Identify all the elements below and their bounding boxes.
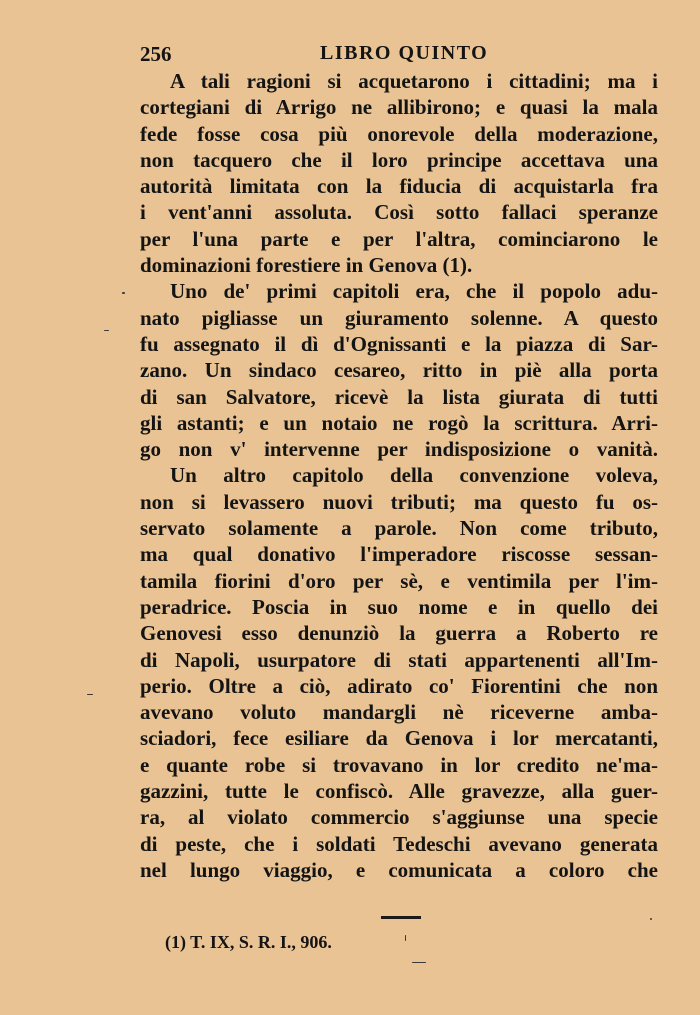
text-line: nel lungo viaggio, e comunicata a coloro che — [140, 857, 658, 882]
text-line: cortegiani di Arrigo ne allibirono; e quasi la mala — [140, 95, 658, 120]
text-line: ra, al violato commercio s'aggiunse una specie — [140, 805, 658, 830]
text-line: peradrice. Poscia in suo nome e in quello dei — [140, 594, 658, 619]
margin-speck — [122, 292, 125, 294]
running-head — [140, 42, 660, 68]
text-line: gli astanti; e un notaio ne rogò la scrittura. Arri- — [140, 410, 658, 435]
text-line: go non v' intervenne per indisposizione o vanità. — [140, 437, 658, 462]
page-number: 256 — [140, 42, 172, 66]
text-line: Genovesi esso denunziò la guerra a Roberto re — [140, 621, 658, 646]
margin-speck — [104, 330, 109, 331]
margin-speck — [650, 918, 652, 920]
text-line: zano. Un sindaco cesareo, ritto in piè alla porta — [140, 358, 658, 383]
text-line: A tali ragioni si acquetarono i cittadini; ma i — [170, 69, 658, 93]
footnote: (1) T. IX, S. R. I., 906. — [165, 932, 332, 952]
text-line: per l'una parte e per l'altra, cominciarono le — [140, 226, 658, 251]
text-line: autorità limitata con la fiducia di acquistarla fra — [140, 174, 658, 199]
margin-speck — [87, 694, 93, 695]
text-line: non si levassero nuovi tributi; ma questo fu os- — [140, 489, 658, 514]
text-line: avevano voluto mandargli nè riceverne amba- — [140, 700, 658, 725]
text-line: ma qual donativo l'imperadore riscosse sessan- — [140, 542, 658, 567]
text-line: dominazioni forestiere in Genova (1). — [140, 253, 473, 278]
text-line: perio. Oltre a ciò, adirato co' Fiorentini che non — [140, 673, 658, 698]
margin-speck — [405, 935, 406, 941]
footnote-divider — [381, 916, 421, 919]
text-line: e quante robe si trovavano in lor credito ne'ma- — [140, 752, 658, 777]
text-line: i vent'anni assoluta. Così sotto fallaci speranze — [140, 200, 658, 225]
text-line: sciadori, fece esiliare da Genova i lor mercatanti, — [140, 726, 658, 751]
text-line: di san Salvatore, ricevè la lista giurata di tutti — [140, 384, 658, 409]
running-title: LIBRO QUINTO — [320, 42, 489, 64]
text-line: di Napoli, usurpatore di stati appartenenti all'Im- — [140, 647, 658, 672]
text-line: fede fosse cosa più onorevole della moderazione, — [140, 121, 658, 146]
body-text — [140, 68, 658, 883]
text-line: servato solamente a parole. Non come tributo, — [140, 516, 658, 541]
text-line: Uno de' primi capitoli era, che il popolo adu- — [170, 279, 658, 304]
text-line: di peste, che i soldati Tedeschi avevano generata — [140, 831, 658, 856]
text-line: nato pigliasse un giuramento solenne. A questo — [140, 305, 658, 330]
text-line: fu assegnato il dì d'Ognissanti e la piazza di Sar- — [140, 331, 658, 356]
text-line: gazzini, tutte le confiscò. Alle gravezze, alla guer- — [140, 779, 658, 804]
text-line: tamila fiorini d'oro per sè, e ventimila per l'im- — [140, 568, 658, 593]
text-line: Un altro capitolo della convenzione voleva, — [170, 463, 658, 488]
margin-speck — [412, 962, 426, 963]
text-line: non tacquero che il loro principe accettava una — [140, 147, 658, 172]
